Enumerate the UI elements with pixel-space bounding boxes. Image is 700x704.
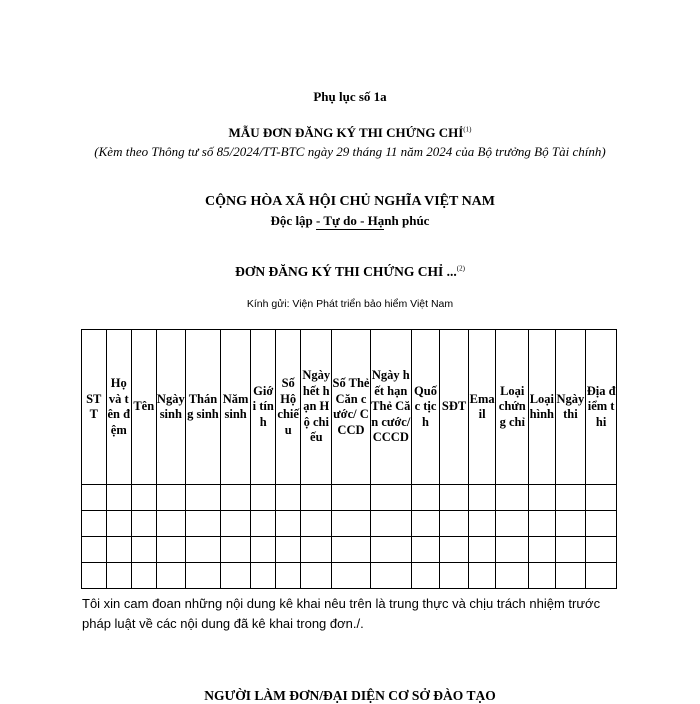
column-header: Ngày hết hạn Hộ chiếu [301, 330, 332, 485]
table-cell[interactable] [132, 563, 157, 589]
national-motto: Độc lập - Tự do - Hạnh phúc [270, 213, 430, 228]
table-cell[interactable] [132, 511, 157, 537]
table-cell[interactable] [370, 511, 411, 537]
document-title [0, 264, 700, 280]
table-cell[interactable] [529, 511, 556, 537]
document-title-footnote: (2) [456, 264, 465, 273]
table-cell[interactable] [186, 485, 221, 511]
table-cell[interactable] [586, 537, 617, 563]
column-header: Số Hộ chiếu [275, 330, 301, 485]
column-header: Ngày sinh [156, 330, 186, 485]
table-cell[interactable] [275, 485, 301, 511]
document-title-text: ĐƠN ĐĂNG KÝ THI CHỨNG CHỈ ... [235, 264, 457, 279]
table-header-row [82, 330, 617, 485]
form-title-footnote: (1) [463, 125, 472, 134]
table-cell[interactable] [332, 485, 371, 511]
table-cell[interactable] [156, 537, 186, 563]
motto-divider [316, 229, 384, 230]
table-cell[interactable] [275, 511, 301, 537]
column-header: Năm sinh [220, 330, 251, 485]
table-cell[interactable] [370, 563, 411, 589]
table-cell[interactable] [555, 485, 586, 511]
table-cell[interactable] [411, 537, 440, 563]
table-cell[interactable] [301, 537, 332, 563]
table-cell[interactable] [555, 537, 586, 563]
table-cell[interactable] [82, 511, 107, 537]
table-cell[interactable] [301, 485, 332, 511]
table-cell[interactable] [275, 537, 301, 563]
column-header: Địa điểm thi [586, 330, 617, 485]
signature-title: NGƯỜI LÀM ĐƠN/ĐẠI DIỆN CƠ SỞ ĐÀO TẠO [204, 688, 496, 703]
table-cell[interactable] [106, 537, 132, 563]
table-cell[interactable] [301, 511, 332, 537]
column-header: Ngày thi [555, 330, 586, 485]
table-cell[interactable] [156, 485, 186, 511]
table-cell[interactable] [468, 511, 496, 537]
table-cell[interactable] [106, 511, 132, 537]
table-cell[interactable] [220, 537, 251, 563]
table-cell[interactable] [251, 485, 276, 511]
table-cell[interactable] [529, 485, 556, 511]
table-cell[interactable] [496, 511, 529, 537]
table-cell[interactable] [440, 563, 469, 589]
table-cell[interactable] [370, 485, 411, 511]
form-title-text: MẪU ĐƠN ĐĂNG KÝ THI CHỨNG CHỈ [228, 125, 464, 140]
table-cell[interactable] [529, 537, 556, 563]
column-header: Giới tính [251, 330, 276, 485]
column-header: Tên [132, 330, 157, 485]
table-cell[interactable] [251, 537, 276, 563]
table-cell[interactable] [586, 563, 617, 589]
table-cell[interactable] [220, 563, 251, 589]
registration-table [81, 329, 617, 589]
table-cell[interactable] [529, 563, 556, 589]
table-cell[interactable] [251, 511, 276, 537]
table-cell[interactable] [186, 537, 221, 563]
table-cell[interactable] [332, 511, 371, 537]
table-cell[interactable] [468, 485, 496, 511]
column-header: Số Thẻ Căn cước/ CCCD [332, 330, 371, 485]
recipient-line: Kính gửi: Viện Phát triển bảo hiểm Việt Nam [246, 298, 454, 310]
column-header: Tháng sinh [186, 330, 221, 485]
table-cell[interactable] [186, 563, 221, 589]
column-header: Loại hình [529, 330, 556, 485]
column-header: Ngày hết hạn Thẻ Căn cước/ CCCD [370, 330, 411, 485]
table-row [82, 511, 617, 537]
table-cell[interactable] [220, 485, 251, 511]
appendix-label: Phụ lục số 1a [313, 89, 387, 104]
table-cell[interactable] [186, 511, 221, 537]
table-cell[interactable] [440, 511, 469, 537]
table-cell[interactable] [411, 563, 440, 589]
column-header: Họ và tên đệm [106, 330, 132, 485]
declaration-text: Tôi xin cam đoan những nội dung kê khai nêu trên là trung thực và chịu trách nhiệm trước pháp luật về các nội dung đã kê khai trong đơn./. [82, 596, 601, 631]
table-cell[interactable] [586, 511, 617, 537]
table-cell[interactable] [440, 485, 469, 511]
table-cell[interactable] [251, 563, 276, 589]
table-cell[interactable] [82, 563, 107, 589]
national-title: CỘNG HÒA XÃ HỘI CHỦ NGHĨA VIỆT NAM [204, 194, 495, 209]
table-cell[interactable] [156, 563, 186, 589]
table-cell[interactable] [301, 563, 332, 589]
table-row [82, 563, 617, 589]
table-cell[interactable] [411, 511, 440, 537]
table-cell[interactable] [468, 563, 496, 589]
table-cell[interactable] [106, 485, 132, 511]
table-cell[interactable] [555, 511, 586, 537]
table-cell[interactable] [555, 563, 586, 589]
table-cell[interactable] [496, 537, 529, 563]
table-cell[interactable] [411, 485, 440, 511]
column-header: Quốc tịch [411, 330, 440, 485]
table-cell[interactable] [332, 563, 371, 589]
column-header: Loại chứng chỉ [496, 330, 529, 485]
table-cell[interactable] [496, 485, 529, 511]
column-header: SĐT [440, 330, 469, 485]
table-cell[interactable] [132, 537, 157, 563]
table-row [82, 537, 617, 563]
column-header: STT [82, 330, 107, 485]
table-body [82, 485, 617, 589]
table-cell[interactable] [370, 537, 411, 563]
table-cell[interactable] [82, 537, 107, 563]
table-cell[interactable] [440, 537, 469, 563]
table-cell[interactable] [132, 485, 157, 511]
table-row [82, 485, 617, 511]
table-cell[interactable] [496, 563, 529, 589]
table-cell[interactable] [332, 537, 371, 563]
table-cell[interactable] [468, 537, 496, 563]
column-header: Email [468, 330, 496, 485]
table-cell[interactable] [106, 563, 132, 589]
table-cell[interactable] [220, 511, 251, 537]
table-cell[interactable] [275, 563, 301, 589]
form-subtitle: (Kèm theo Thông tư số 85/2024/TT-BTC ngày 29 tháng 11 năm 2024 của Bộ trưởng Bộ Tài chính) [94, 144, 606, 159]
form-title [0, 125, 700, 141]
table-cell[interactable] [586, 485, 617, 511]
table-cell[interactable] [82, 485, 107, 511]
table-cell[interactable] [156, 511, 186, 537]
